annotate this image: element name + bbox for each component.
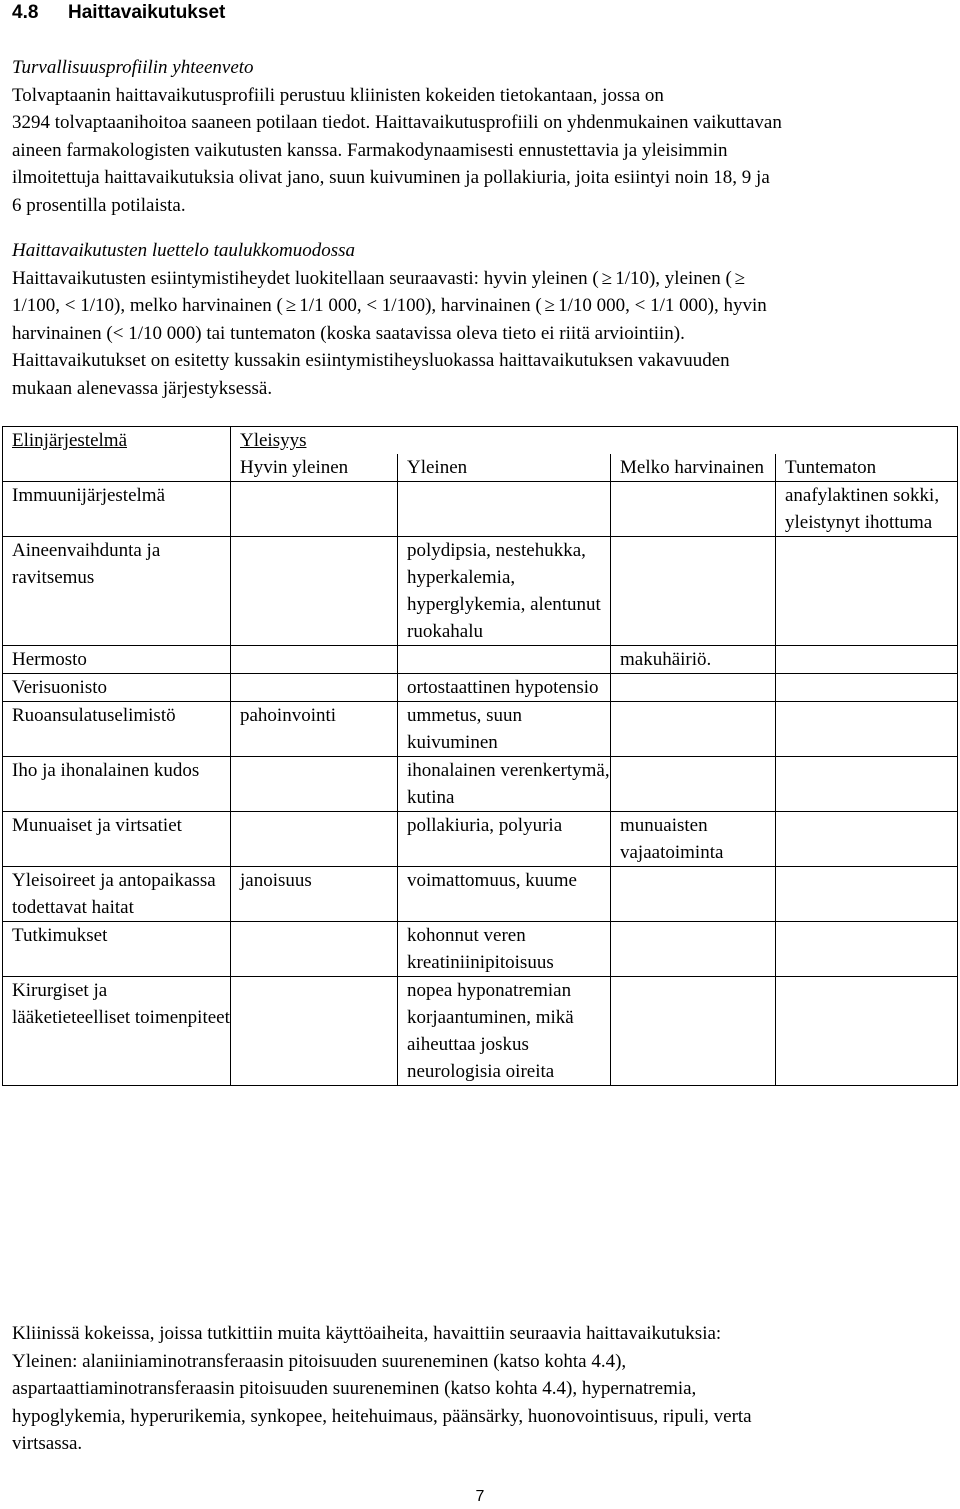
frequency-cell	[776, 537, 958, 646]
paragraph-line: hypoglykemia, hyperurikemia, synkopee, heitehuimaus, päänsärky, huonovointisuus, ripuli, verta	[12, 1405, 752, 1427]
frequency-cell	[231, 757, 398, 812]
frequency-cell	[776, 922, 958, 977]
section-number: 4.8	[12, 2, 39, 23]
frequency-cell	[611, 757, 776, 812]
safety-profile-line: 3294 tolvaptaanihoitoa saaneen potilaan tiedot. Haittavaikutusprofiili on yhdenmukainen vaikuttavan	[12, 112, 782, 133]
paragraph-line: aspartaattiaminotransferaasin pitoisuuden suureneminen (katso kohta 4.4), hypernatremia,	[12, 1378, 697, 1399]
soc-header-cell	[3, 427, 231, 482]
frequency-cell: makuhäiriö.	[611, 646, 776, 674]
frequency-cell: pollakiuria, polyuria	[398, 812, 611, 867]
table-intro-section	[12, 237, 952, 402]
table-row	[3, 702, 958, 757]
table-row	[3, 922, 958, 977]
frequency-cell	[231, 812, 398, 867]
frequency-cell	[776, 867, 958, 922]
paragraph-line: virtsassa.	[12, 1433, 83, 1454]
frequency-cell	[776, 674, 958, 702]
table-row	[3, 867, 958, 922]
table-row	[3, 757, 958, 812]
soc-cell: Kirurgiset ja lääketieteelliset toimenpiteet	[3, 977, 231, 1086]
safety-profile-line: ilmoitettuja haittavaikutuksia olivat jano, suun kuivuminen ja pollakiuria, joita esiintyi noin 18, 9 ja	[12, 167, 770, 188]
frequency-cell	[776, 702, 958, 757]
frequency-cell: ortostaattinen hypotensio	[398, 674, 611, 702]
frequency-cell	[611, 674, 776, 702]
column-header-cell: Yleinen	[398, 454, 611, 482]
column-header-cell: Tuntematon	[776, 454, 958, 482]
soc-header: Elinjärjestelmä	[12, 430, 128, 451]
frequency-cell: ihonalainen verenkertymä, kutina	[398, 757, 611, 812]
frequency-cell	[231, 646, 398, 674]
soc-cell: Munuaiset ja virtsatiet	[3, 812, 231, 867]
safety-profile-line: aineen farmakologisten vaikutusten kanssa. Farmakodynaamisesti ennustettavia ja yleisimmin	[12, 139, 728, 161]
frequency-definition-line	[12, 265, 952, 293]
table-row	[3, 482, 958, 537]
frequency-cell	[611, 867, 776, 922]
geq-symbol: ≥	[285, 295, 297, 316]
soc-cell: Hermosto	[3, 646, 231, 674]
table-row	[3, 646, 958, 674]
frequency-definition-line: harvinainen (< 1/10 000) tai tuntematon (koska saatavissa oleva tieto ei riitä arviointiin).	[12, 322, 685, 344]
soc-cell: Verisuonisto	[3, 674, 231, 702]
page-number: 7	[475, 1488, 485, 1505]
frequency-cell	[611, 702, 776, 757]
paragraph-line: Kliinissä kokeissa, joissa tutkittiin muita käyttöaiheita, havaittiin seuraavia haittavaikutuksia:	[12, 1323, 722, 1344]
table-row	[3, 812, 958, 867]
frequency-cell	[776, 812, 958, 867]
frequency-cell	[776, 977, 958, 1086]
frequency-cell	[611, 977, 776, 1086]
frequency-cell: ummetus, suun kuivuminen	[398, 702, 611, 757]
text-span: 1/10), yleinen (	[615, 267, 732, 289]
safety-profile-line: Tolvaptaanin haittavaikutusprofiili perustuu kliinisten kokeiden tietokantaan, jossa on	[12, 84, 664, 106]
paragraph-line: Yleinen: alaniiniaminotransferaasin pitoisuuden suureneminen (katso kohta 4.4),	[12, 1350, 627, 1372]
safety-profile-section	[12, 54, 952, 219]
frequency-definition-line	[12, 292, 952, 320]
ordering-note-line: mukaan alenevassa järjestyksessä.	[12, 377, 273, 399]
column-header-cell: Hyvin yleinen	[231, 454, 398, 482]
text-span: 1/1 000, < 1/100), harvinainen (	[299, 295, 542, 316]
soc-cell: Iho ja ihonalainen kudos	[3, 757, 231, 812]
frequency-cell: nopea hyponatremian korjaantuminen, mikä aiheuttaa joskus neurologisia oireita	[398, 977, 611, 1086]
soc-cell: Immuunijärjestelmä	[3, 482, 231, 537]
table-row	[3, 674, 958, 702]
soc-cell: Tutkimukset	[3, 922, 231, 977]
frequency-header-cell	[231, 427, 958, 455]
frequency-cell: kohonnut veren kreatiniinipitoisuus	[398, 922, 611, 977]
frequency-cell	[231, 674, 398, 702]
frequency-cell	[231, 482, 398, 537]
text-span: 1/10 000, < 1/1 000), hyvin	[558, 295, 767, 316]
frequency-cell	[611, 537, 776, 646]
frequency-cell	[611, 922, 776, 977]
ordering-note-line: Haittavaikutukset on esitetty kussakin esiintymistiheysluokassa haittavaikutuksen vakavuuden	[12, 350, 730, 371]
frequency-cell	[776, 757, 958, 812]
soc-cell: Ruoansulatuselimistö	[3, 702, 231, 757]
table-row	[3, 537, 958, 646]
frequency-header: Yleisyys	[240, 430, 307, 451]
frequency-cell	[398, 482, 611, 537]
geq-symbol: ≥	[601, 267, 613, 289]
text-span: 1/100, < 1/10), melko harvinainen (	[12, 295, 283, 316]
frequency-cell: voimattomuus, kuume	[398, 867, 611, 922]
frequency-cell: munuaisten vajaatoiminta	[611, 812, 776, 867]
adverse-reactions-table	[2, 426, 958, 1086]
frequency-cell: anafylaktinen sokki, yleistynyt ihottuma	[776, 482, 958, 537]
soc-cell: Yleisoireet ja antopaikassa todettavat haitat	[3, 867, 231, 922]
safety-profile-line: 6 prosentilla potilaista.	[12, 194, 186, 216]
geq-symbol: ≥	[734, 267, 746, 289]
frequency-cell: pahoinvointi	[231, 702, 398, 757]
geq-symbol: ≥	[544, 295, 556, 316]
table-intro-heading: Haittavaikutusten luettelo taulukkomuodossa	[12, 240, 356, 261]
frequency-cell	[398, 646, 611, 674]
frequency-cell: janoisuus	[231, 867, 398, 922]
frequency-cell	[776, 646, 958, 674]
frequency-cell	[231, 537, 398, 646]
text-span: Haittavaikutusten esiintymistiheydet luokitellaan seuraavasti: hyvin yleinen (	[12, 267, 599, 289]
frequency-cell	[611, 482, 776, 537]
safety-profile-heading: Turvallisuusprofiilin yhteenveto	[12, 57, 254, 78]
section-title: Haittavaikutukset	[68, 2, 226, 23]
frequency-cell: polydipsia, nestehukka, hyperkalemia, hyperglykemia, alentunut ruokahalu	[398, 537, 611, 646]
other-indications-section	[12, 1320, 952, 1458]
table-body	[3, 482, 958, 1086]
table-row	[3, 977, 958, 1086]
column-header-cell: Melko harvinainen	[611, 454, 776, 482]
frequency-cell	[231, 922, 398, 977]
section-heading	[12, 0, 225, 26]
frequency-cell	[231, 977, 398, 1086]
soc-cell: Aineenvaihdunta ja ravitsemus	[3, 537, 231, 646]
table-header-row	[3, 427, 958, 455]
